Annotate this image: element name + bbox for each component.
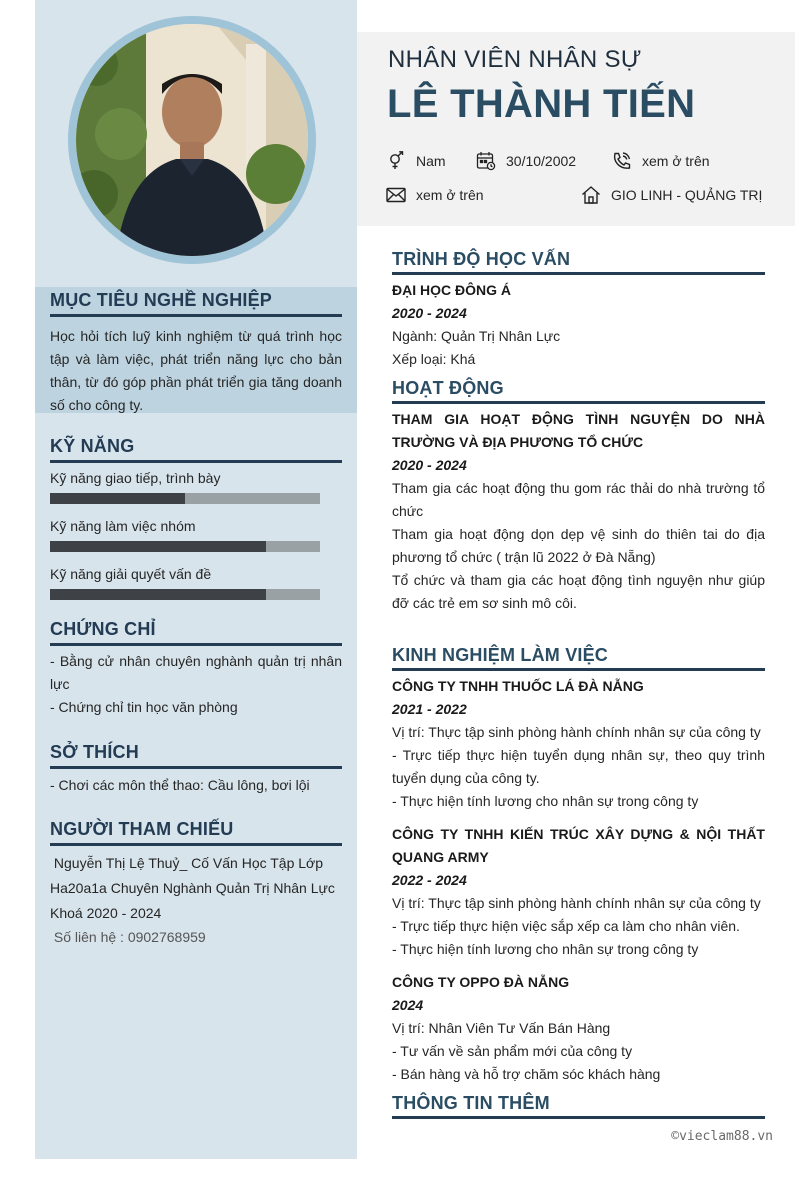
job-line: - Bán hàng và hỗ trợ chăm sóc khách hàng [392,1066,661,1082]
job-line: - Thực hiện tính lương cho nhân sự trong công ty [392,941,699,957]
certificate-item: - Chứng chỉ tin học văn phòng [50,699,238,715]
avatar-photo [76,24,308,256]
references-title: NGƯỜI THAM CHIẾU [50,819,342,846]
skill-label: Kỹ năng làm việc nhóm [50,518,196,534]
job-line: - Trực tiếp thực hiện việc sắp xếp ca làm cho nhân viên. [392,918,740,934]
skill-fill [50,589,266,600]
certificates-section [50,619,342,719]
job-period: 2021 - 2022 [392,701,467,717]
activity-line: Tham gia hoạt động dọn dẹp vệ sinh do thiên tai do địa phương tổ chức ( trận lũ 2022 ở Đà Nẵng) [392,526,765,565]
education-major: Ngành: Quản Trị Nhân Lực [392,328,561,344]
skill-label: Kỹ năng giao tiếp, trình bày [50,470,221,486]
email-info [386,185,484,205]
extra-section [392,1093,765,1119]
objective-title: MỤC TIÊU NGHỀ NGHIỆP [50,290,342,317]
skill-item [50,469,342,504]
email-icon [386,185,406,205]
education-period: 2020 - 2024 [392,305,467,321]
job-line: Vị trí: Nhân Viên Tư Vấn Bán Hàng [392,1020,611,1036]
reference-contact: Số liên hệ : 0902768959 [50,929,206,945]
job-line: Vị trí: Thực tập sinh phòng hành chính nhân sự của công ty [392,895,761,911]
job-line: - Tư vấn về sản phẩm mới của công ty [392,1043,633,1059]
gender-value: Nam [416,153,446,169]
activities-title: HOẠT ĐỘNG [392,378,765,404]
skill-bar [50,493,320,504]
education-grade: Xếp loại: Khá [392,351,476,367]
reference-line: Nguyễn Thị Lệ Thuỷ_ Cố Vấn Học Tập Lớp Ha20a1a Chuyên Nghành Quản Trị Nhân Lực Khoá 2020 - 2024 [50,855,339,921]
skill-fill [50,493,185,504]
skill-item [50,565,342,600]
job-line: - Thực hiện tính lương cho nhân sự trong công ty [392,793,699,809]
address-info [581,185,762,205]
gender-info [386,151,446,171]
phone-value: xem ở trên [642,153,710,169]
phone-info [612,151,710,171]
job-entry [392,675,765,813]
skill-fill [50,541,266,552]
hobby-item: - Chơi các môn thể thao: Cầu lông, bơi lội [50,777,310,793]
avatar [76,24,308,256]
header [357,32,795,226]
certificate-item: - Bằng cử nhân chuyên nghành quản trị nhân lực [50,653,342,692]
job-line: Vị trí: Thực tập sinh phòng hành chính nhân sự của công ty [392,724,761,740]
job-entry [392,971,765,1086]
objective-text: Học hỏi tích luỹ kinh nghiệm từ quá trình học tập và làm việc, phát triển năng lực cho bản thân, từ đó góp phần phát triển gia tăng doanh số cho công ty. [50,328,342,413]
job-period: 2022 - 2024 [392,872,467,888]
extra-title: THÔNG TIN THÊM [392,1093,765,1119]
email-value: xem ở trên [416,187,484,203]
job-line: - Trực tiếp thực hiện tuyển dụng nhân sự, theo quy trình tuyển dụng của công ty. [392,747,765,786]
hobbies-title: SỞ THÍCH [50,742,342,769]
job-entry [392,823,765,961]
gender-icon [386,151,406,171]
experience-section [392,645,765,1086]
experience-title: KINH NGHIỆM LÀM VIỆC [392,645,765,671]
skill-bar [50,589,320,600]
activity-period: 2020 - 2024 [392,457,467,473]
job-company: CÔNG TY TNHH KIẾN TRÚC XÂY DỰNG & NỘI THẤT QUANG ARMY [392,826,765,865]
references-section [50,819,342,949]
job-title: NHÂN VIÊN NHÂN SỰ [388,46,642,73]
avatar-ring [68,16,316,264]
hobbies-section [50,742,342,797]
objective-section [50,290,342,417]
skills-section [50,436,342,600]
activity-org: THAM GIA HOẠT ĐỘNG TÌNH NGUYỆN DO NHÀ TRƯỜNG VÀ ĐỊA PHƯƠNG TỔ CHỨC [392,411,765,450]
activity-line: Tham gia các hoạt động thu gom rác thải do nhà trường tổ chức [392,480,765,519]
birthdate-value: 30/10/2002 [506,153,577,169]
education-section [392,249,765,371]
home-icon [581,185,601,205]
sidebar [35,0,357,1159]
full-name: LÊ THÀNH TIẾN [387,82,696,126]
watermark: ©vieclam88.vn [671,1129,773,1144]
address-value: GIO LINH - QUẢNG TRỊ [611,187,763,203]
certificates-title: CHỨNG CHỈ [50,619,342,646]
skills-title: KỸ NĂNG [50,436,342,463]
skill-bar [50,541,320,552]
education-title: TRÌNH ĐỘ HỌC VẤN [392,249,765,275]
birthdate-info [476,151,576,171]
phone-icon [612,151,632,171]
education-school: ĐẠI HỌC ĐÔNG Á [392,282,511,298]
job-company: CÔNG TY TNHH THUỐC LÁ ĐÀ NẴNG [392,678,644,694]
skill-label: Kỹ năng giải quyết vấn đề [50,566,212,582]
activities-section [392,378,765,615]
job-period: 2024 [392,997,424,1013]
job-company: CÔNG TY OPPO ĐÀ NẴNG [392,974,570,990]
skill-item [50,517,342,552]
activity-line: Tổ chức và tham gia các hoạt động tình nguyện như giúp đỡ các trẻ em sơ sinh mô côi. [392,572,765,611]
calendar-icon [476,151,496,171]
